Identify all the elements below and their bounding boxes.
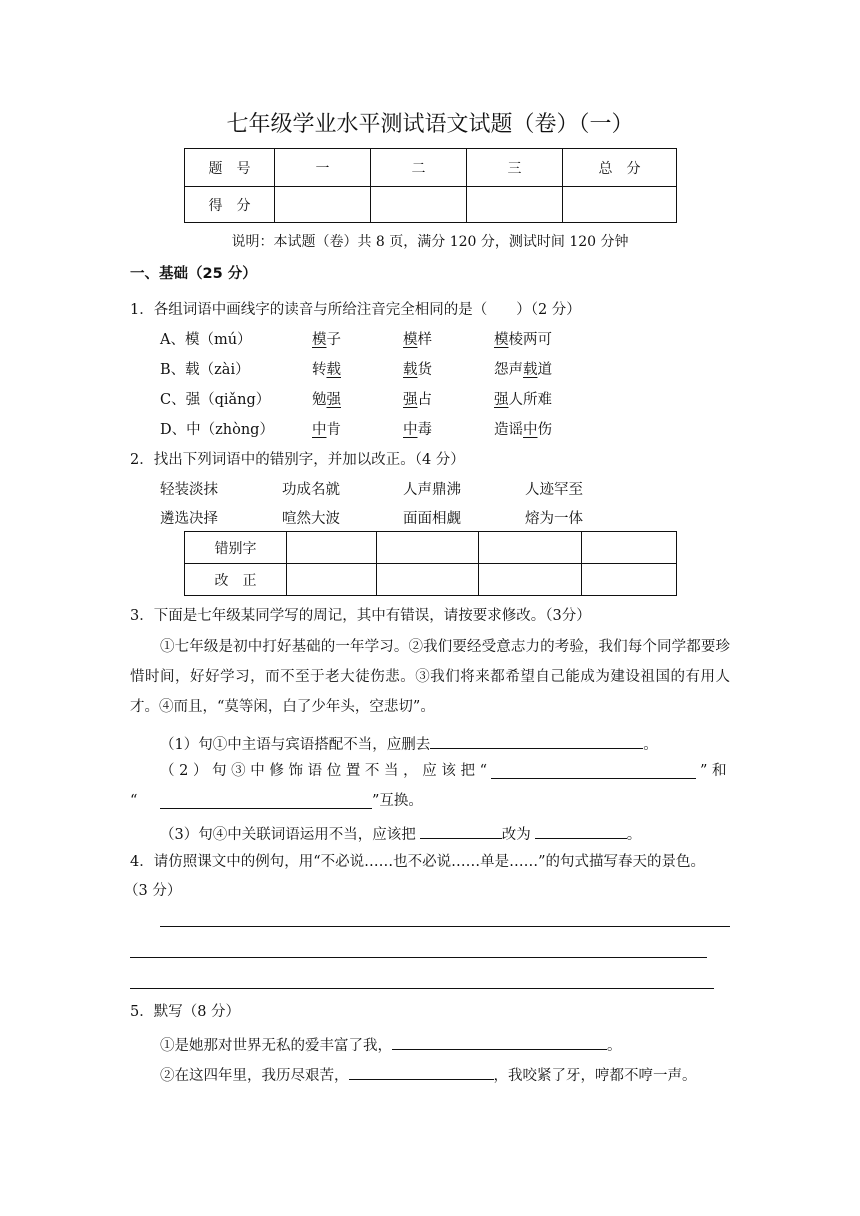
score-cell bbox=[467, 187, 563, 223]
word-item: 人声鼎沸 bbox=[403, 482, 461, 498]
option-word: 中毒 bbox=[403, 422, 432, 438]
option-word: 载货 bbox=[403, 362, 432, 378]
word-item: 熔为一体 bbox=[525, 511, 583, 527]
option-word: 模子 bbox=[312, 332, 341, 348]
option-word: 模棱两可 bbox=[494, 332, 552, 348]
answer-blank[interactable] bbox=[535, 824, 627, 839]
correction-cell bbox=[582, 532, 677, 564]
answer-blank[interactable] bbox=[160, 794, 372, 809]
correction-cell bbox=[479, 532, 582, 564]
option-word: 中肯 bbox=[312, 422, 341, 438]
correction-cell bbox=[287, 564, 377, 596]
word-item: 遴选决择 bbox=[160, 511, 218, 527]
question-5-stem: 5．默写（8 分） bbox=[130, 1004, 241, 1020]
section-heading: 一、基础（25 分） bbox=[130, 266, 257, 282]
question-3-sub-2-mid: ” 和 bbox=[700, 763, 727, 779]
answer-line[interactable] bbox=[130, 988, 714, 989]
option-word: 造谣中伤 bbox=[494, 422, 552, 438]
score-cell bbox=[371, 187, 467, 223]
option-word: 怨声载道 bbox=[494, 362, 552, 378]
option-label: A、模（mú） bbox=[160, 332, 252, 348]
score-table-header: 三 bbox=[467, 149, 563, 187]
question-4-points: （3 分） bbox=[124, 883, 182, 899]
question-3-sub-2-line2: “ bbox=[130, 793, 138, 809]
answer-blank[interactable] bbox=[491, 764, 696, 779]
answer-blank[interactable] bbox=[420, 824, 502, 839]
option-label: C、强（qiǎng） bbox=[160, 392, 271, 408]
correction-cell bbox=[377, 564, 479, 596]
correction-cell bbox=[287, 532, 377, 564]
question-1-stem: 1．各组词语中画线字的读音与所给注音完全相同的是（ ）（2 分） bbox=[130, 302, 581, 318]
question-2-stem: 2．找出下列词语中的错别字，并加以改正。（4 分） bbox=[130, 452, 465, 468]
score-table-header: 一 bbox=[275, 149, 371, 187]
option-word: 勉强 bbox=[312, 392, 341, 408]
option-label: B、载（zài） bbox=[160, 362, 250, 378]
option-word: 转载 bbox=[312, 362, 341, 378]
test-instructions: 说明：本试题（卷）共 8 页，满分 120 分，测试时间 120 分钟 bbox=[231, 234, 629, 250]
question-3-passage: ①七年级是初中打好基础的一年学习。②我们要经受意志力的考验，我们每个同学都要珍惜时间，好好学习，而不至于老大徒伤悲。③我们将来都希望自己能成为建设祖国的有用人才。④而且，“莫等闲，白了少年头，空悲切”。 bbox=[130, 639, 730, 715]
answer-blank[interactable] bbox=[392, 1035, 607, 1050]
correction-cell bbox=[377, 532, 479, 564]
correction-cell bbox=[479, 564, 582, 596]
correction-cell bbox=[582, 564, 677, 596]
question-5-line-2: ②在这四年里，我历尽艰苦， ，我咬紧了牙，哼都不哼一声。 bbox=[160, 1065, 697, 1084]
question-3-sub-3: （3）句④中关联词语运用不当，应该把 改为 。 bbox=[160, 824, 641, 843]
correction-table bbox=[184, 531, 677, 596]
score-table-header: 题 号 bbox=[185, 149, 275, 187]
question-3-sub-2-end: ”互换。 bbox=[372, 793, 423, 809]
word-item: 面面相觑 bbox=[403, 511, 461, 527]
question-3-sub-2: （ 2 ） 句 ③ 中 修 饰 语 位 置 不 当 ， 应 该 把 “ bbox=[160, 763, 487, 779]
question-3-sub-1: （1）句①中主语与宾语搭配不当，应删去 。 bbox=[160, 734, 658, 753]
option-word: 强占 bbox=[403, 392, 432, 408]
score-cell bbox=[275, 187, 371, 223]
answer-line[interactable] bbox=[160, 926, 730, 927]
answer-line[interactable] bbox=[130, 957, 707, 958]
score-table-header: 总 分 bbox=[563, 149, 677, 187]
word-item: 喧然大波 bbox=[282, 511, 340, 527]
question-4-stem: 4．请仿照课文中的例句，用“不必说……也不必说……单是……”的句式描写春天的景色。 bbox=[130, 854, 706, 870]
option-label: D、中（zhòng） bbox=[160, 422, 274, 438]
correction-table-label: 改 正 bbox=[185, 564, 287, 596]
score-table bbox=[184, 148, 677, 223]
word-item: 轻装淡抹 bbox=[160, 482, 218, 498]
correction-table-label: 错别字 bbox=[185, 532, 287, 564]
option-word: 强人所难 bbox=[494, 392, 552, 408]
score-table-row-label: 得 分 bbox=[185, 187, 275, 223]
score-table-header: 二 bbox=[371, 149, 467, 187]
word-item: 功成名就 bbox=[282, 482, 340, 498]
question-3-stem: 3．下面是七年级某同学写的周记，其中有错误，请按要求修改。（3分） bbox=[130, 608, 591, 624]
answer-blank[interactable] bbox=[349, 1065, 494, 1080]
question-5-line-1: ①是她那对世界无私的爱丰富了我， 。 bbox=[160, 1035, 622, 1054]
option-word: 模样 bbox=[403, 332, 432, 348]
score-cell bbox=[563, 187, 677, 223]
page-title: 七年级学业水平测试语文试题（卷）（一） bbox=[226, 112, 634, 137]
answer-blank[interactable] bbox=[430, 734, 643, 749]
word-item: 人迹罕至 bbox=[525, 482, 583, 498]
